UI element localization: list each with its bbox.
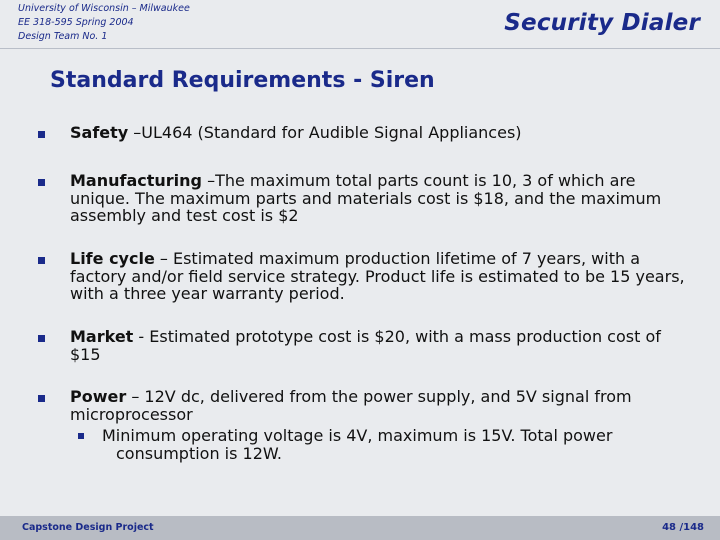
bullet-power bbox=[38, 388, 698, 462]
footer-project-label: Capstone Design Project bbox=[22, 522, 154, 533]
bullet-label: Manufacturing bbox=[70, 171, 202, 190]
bullet-marker bbox=[38, 131, 45, 138]
header-course: EE 318-595 Spring 2004 bbox=[18, 17, 134, 28]
bullet-safety bbox=[38, 124, 698, 142]
bullet-marker bbox=[38, 335, 45, 342]
bullet-text: –The maximum total parts count is 10, 3 of which are unique. The maximum parts and materials cost is $18, and the maximum assembly and test cost is $2 bbox=[70, 171, 662, 225]
header-project-title: Security Dialer bbox=[504, 10, 700, 36]
slide-title: Standard Requirements - Siren bbox=[50, 68, 435, 93]
bullet-text: – Estimated maximum production lifetime of 7 years, with a factory and/or field service strategy. Product life is estimated to be 15 years, with a three year warranty period. bbox=[70, 249, 685, 303]
bullet-text: - Estimated prototype cost is $20, with a mass production cost of $15 bbox=[70, 327, 661, 364]
sub-bullet-marker bbox=[78, 433, 84, 439]
bullet-life-cycle bbox=[38, 250, 698, 303]
bullet-manufacturing bbox=[38, 172, 698, 225]
header-course-info bbox=[18, 2, 190, 44]
header-team: Design Team No. 1 bbox=[18, 31, 108, 42]
bullet-label: Power bbox=[70, 387, 127, 406]
bullet-market bbox=[38, 328, 698, 363]
bullet-marker bbox=[38, 257, 45, 264]
bullet-marker bbox=[38, 179, 45, 186]
sub-bullet-power bbox=[102, 427, 672, 462]
bullet-text: –UL464 (Standard for Audible Signal Appliances) bbox=[128, 123, 522, 142]
bullet-text: – 12V dc, delivered from the power supply, and 5V signal from microprocessor bbox=[70, 387, 632, 424]
bullet-marker bbox=[38, 395, 45, 402]
header-divider bbox=[0, 48, 720, 49]
page-number: 48 /148 bbox=[662, 522, 704, 533]
bullet-label: Life cycle bbox=[70, 249, 155, 268]
bullet-label: Market bbox=[70, 327, 134, 346]
sub-bullet-text: Minimum operating voltage is 4V, maximum is 15V. Total power consumption is 12W. bbox=[102, 426, 613, 463]
bullet-label: Safety bbox=[70, 123, 129, 142]
header-university: University of Wisconsin – Milwaukee bbox=[18, 3, 190, 14]
